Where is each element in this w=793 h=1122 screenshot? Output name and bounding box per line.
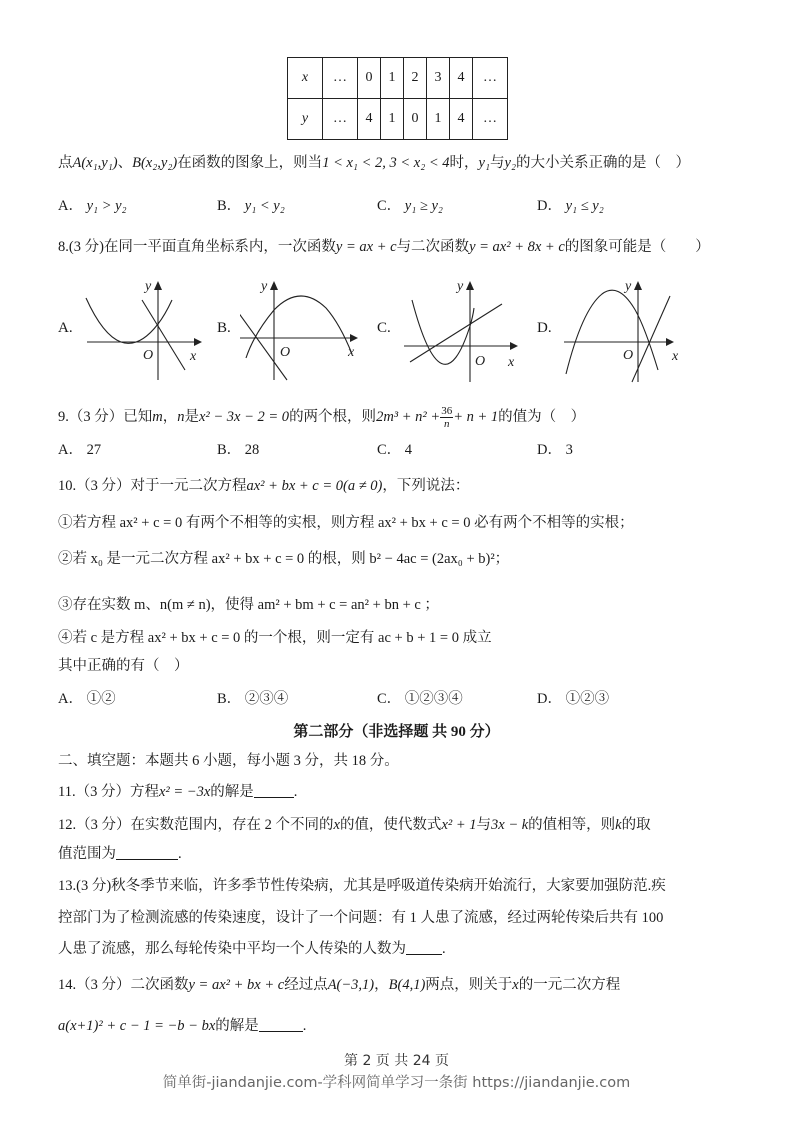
text: 已知 xyxy=(123,409,153,425)
q10-option-d xyxy=(537,689,609,709)
text: 与二次函数 xyxy=(396,239,470,255)
q7-stem xyxy=(58,153,690,173)
text: 的值为（ ） xyxy=(498,409,586,425)
y-axis-label: y xyxy=(625,279,632,294)
answer-blank[interactable] xyxy=(406,940,442,955)
text: 是 xyxy=(184,409,199,425)
question-number: 13. xyxy=(58,878,77,894)
q7-option-b xyxy=(217,196,285,216)
q13-line1 xyxy=(58,876,666,896)
math: 1 < x₁ < 2, 3 < x₂ < 4 xyxy=(322,155,450,171)
y-axis-arrow-icon xyxy=(466,281,474,290)
option-text: ①②③④ xyxy=(404,691,463,707)
question-number: 9. xyxy=(58,409,69,425)
option-text: y₁ ≥ y₂ xyxy=(404,198,443,214)
graph-c-figure xyxy=(402,278,524,383)
graph-b-label: B. xyxy=(217,320,231,336)
question-score: （3 分） xyxy=(68,409,124,425)
option-label: A． xyxy=(58,691,83,707)
math: k xyxy=(615,817,622,833)
text: ，下列说法： xyxy=(382,478,470,494)
parabola xyxy=(566,290,658,374)
question-number: 10. xyxy=(58,478,77,494)
q9-option-a xyxy=(58,440,101,460)
q10-option-c xyxy=(377,689,463,709)
option-text: 3 xyxy=(565,442,573,458)
table-cell: … xyxy=(473,58,508,99)
text: . xyxy=(442,941,446,957)
text: 二次函数 xyxy=(130,977,189,993)
y-axis-label: y xyxy=(261,279,268,294)
table-cell: x xyxy=(288,58,323,99)
q12-stem xyxy=(58,815,651,835)
text: 秋冬季节来临，许多季节性传染病，尤其是呼吸道传染病开始流行，大家要加强防范.疾 xyxy=(111,878,666,894)
option-label: C． xyxy=(377,691,402,707)
math: x² − 3x − 2 = 0 xyxy=(198,409,290,425)
table-cell: 0 xyxy=(358,58,381,99)
text: 时， xyxy=(449,155,479,171)
text: 的大小关系正确的是（ ） xyxy=(516,155,690,171)
graph-c xyxy=(402,278,524,383)
table-cell: 4 xyxy=(358,99,381,140)
option-text: y₁ ≤ y₂ xyxy=(565,198,604,214)
graph-c-label: C. xyxy=(377,320,391,336)
math: A(x₁,y₁) xyxy=(72,155,118,171)
table-cell: … xyxy=(323,99,358,140)
q10-option-a xyxy=(58,689,116,709)
q13-line3 xyxy=(58,939,446,959)
q11-stem xyxy=(58,782,297,802)
math: y₂ xyxy=(504,155,516,171)
question-score: （3 分） xyxy=(76,478,131,494)
option-text: ①② xyxy=(86,691,116,707)
y-axis-arrow-icon xyxy=(154,281,162,290)
table-cell: 3 xyxy=(427,58,450,99)
line xyxy=(410,304,502,362)
option-text: y₁ > y₂ xyxy=(86,198,127,214)
q9-option-c xyxy=(377,440,412,460)
math: 3x − k xyxy=(491,817,529,833)
table-cell: y xyxy=(288,99,323,140)
q9-option-b xyxy=(217,440,259,460)
option-label: C． xyxy=(377,442,402,458)
origin-label: O xyxy=(143,348,154,363)
q13-line2: 控部门为了检测流感的传染速度，设计了一个问题：有 1 人患了流感，经过两轮传染后共有 100 xyxy=(58,910,664,926)
math: + n + 1 xyxy=(453,409,499,425)
question-number: 12. xyxy=(58,817,77,833)
text: ， xyxy=(162,409,178,425)
text: ， xyxy=(374,977,389,993)
origin-label: O xyxy=(475,354,486,369)
option-label: D． xyxy=(537,691,562,707)
math: y = ax² + 8x + c xyxy=(469,239,565,255)
question-number: 11. xyxy=(58,784,76,800)
q12-line2 xyxy=(58,844,182,864)
text: 两点，则关于 xyxy=(425,977,513,993)
option-label: B． xyxy=(217,198,242,214)
q10-stem xyxy=(58,476,469,496)
question-number: 8. xyxy=(58,239,69,255)
text: 的一元二次方程 xyxy=(518,977,621,993)
graph-d xyxy=(562,278,684,383)
text: 经过点 xyxy=(284,977,328,993)
math: x² = −3x xyxy=(158,784,211,800)
text: 的解是 xyxy=(215,1018,259,1034)
math: A(−3,1) xyxy=(327,977,375,993)
table-cell: 2 xyxy=(404,58,427,99)
question-score: （3 分） xyxy=(75,784,130,800)
question-score: （3 分） xyxy=(76,817,131,833)
x-axis-arrow-icon xyxy=(350,334,358,342)
graph-d-label: D. xyxy=(537,320,552,336)
page-number: 第 2 页 共 24 页 xyxy=(344,1053,449,1069)
y-axis-arrow-icon xyxy=(634,281,642,290)
parabola xyxy=(246,296,352,358)
graph-b-figure xyxy=(240,278,362,383)
text: 与 xyxy=(476,817,492,833)
text: 对于一元二次方程 xyxy=(130,478,247,494)
option-label: C． xyxy=(377,198,402,214)
x-axis-arrow-icon xyxy=(666,338,674,346)
q14-line2 xyxy=(58,1016,306,1036)
table-cell: … xyxy=(323,58,358,99)
graph-a-label: A. xyxy=(58,320,73,336)
x-axis-label: x xyxy=(672,349,679,364)
y-axis-label: y xyxy=(145,279,152,294)
answer-blank[interactable] xyxy=(116,845,178,860)
q7-option-a xyxy=(58,196,127,216)
answer-blank[interactable] xyxy=(254,783,294,798)
table-cell: 4 xyxy=(450,99,473,140)
x-axis-label: x xyxy=(348,345,355,360)
option-text: 28 xyxy=(244,442,260,458)
text: 与 xyxy=(490,155,505,171)
math: m xyxy=(152,409,163,425)
origin-label: O xyxy=(623,348,634,363)
text: 、 xyxy=(117,155,133,171)
option-label: A． xyxy=(58,442,83,458)
x-axis-label: x xyxy=(508,355,515,370)
question-score: （3 分） xyxy=(76,977,131,993)
x-axis-arrow-icon xyxy=(194,338,202,346)
text: 点 xyxy=(58,155,73,171)
text: 方程 xyxy=(129,784,159,800)
option-label: B． xyxy=(217,442,242,458)
q14-stem xyxy=(58,975,620,995)
x-axis-arrow-icon xyxy=(510,342,518,350)
question-score: (3 分) xyxy=(76,878,112,894)
math: y₁ xyxy=(478,155,491,171)
table-cell: 0 xyxy=(404,99,427,140)
section-instructions: 二、填空题：本题共 6 小题，每小题 3 分，共 18 分。 xyxy=(58,753,399,769)
math: x xyxy=(512,977,519,993)
table-cell: 1 xyxy=(381,58,404,99)
text: 的值，使代数式 xyxy=(339,817,442,833)
text: 的图象可能是（ ） xyxy=(564,239,710,255)
option-label: D． xyxy=(537,198,562,214)
answer-blank[interactable] xyxy=(259,1017,303,1032)
option-label: D． xyxy=(537,442,562,458)
q10-statement-3: ③存在实数 m、n(m ≠ n)，使得 am² + bm + c = an² + bn + c ； xyxy=(58,597,439,613)
math: y = ax + c xyxy=(335,239,397,255)
graph-a-figure xyxy=(82,278,204,383)
option-text: y₁ < y₂ xyxy=(244,198,285,214)
watermark: 简单街-jiandanjie.com-学科网简单学习一条街 https://jiandanjie.com xyxy=(162,1075,631,1091)
option-text: 27 xyxy=(86,442,102,458)
option-text: 4 xyxy=(404,442,413,458)
math: B(4,1) xyxy=(388,977,426,993)
graph-a xyxy=(82,278,204,383)
q10-prompt: 其中正确的有（ ） xyxy=(58,658,189,674)
value-table xyxy=(287,57,508,140)
q9-stem xyxy=(58,403,585,431)
table-cell: 1 xyxy=(381,99,404,140)
math: B(x₂,y₂) xyxy=(132,155,178,171)
q10-option-b xyxy=(217,689,288,709)
option-label: A． xyxy=(58,198,83,214)
text: . xyxy=(293,784,298,800)
text: . xyxy=(302,1018,307,1034)
numerator: 36 xyxy=(441,405,453,418)
math: y = ax² + bx + c xyxy=(188,977,285,993)
text: . xyxy=(178,846,182,862)
q8-stem xyxy=(58,237,710,257)
text: 在函数的图象上，则当 xyxy=(177,155,323,171)
q10-statement-1: ①若方程 ax² + c = 0 有两个不相等的实根，则方程 ax² + bx + c = 0 必有两个不相等的实根； xyxy=(58,515,634,531)
q7-option-c xyxy=(377,196,443,216)
question-score: (3 分) xyxy=(68,239,104,255)
text: 在实数范围内，存在 2 个不同的 xyxy=(130,817,334,833)
math: x² + 1 xyxy=(441,817,477,833)
table-cell: 4 xyxy=(450,58,473,99)
table-row-y xyxy=(288,99,508,140)
text: 在同一平面直角坐标系内，一次函数 xyxy=(103,239,336,255)
y-axis-arrow-icon xyxy=(270,281,278,290)
question-number: 14. xyxy=(58,977,77,993)
text: 的值相等，则 xyxy=(528,817,616,833)
option-text: ②③④ xyxy=(244,691,289,707)
math: x xyxy=(333,817,340,833)
math: ax² + bx + c = 0(a ≠ 0) xyxy=(246,478,383,494)
fraction xyxy=(440,405,453,430)
table-cell: 1 xyxy=(427,99,450,140)
q10-statement-2: ②若 x₀ 是一元二次方程 ax² + bx + c = 0 的根，则 b² − 4ac = (2ax₀ + b)²； xyxy=(58,551,510,567)
text: 值范围为 xyxy=(58,846,116,862)
math: a(x+1)² + c − 1 = −b − bx xyxy=(58,1018,216,1034)
option-text: ①②③ xyxy=(565,691,610,707)
math: 2m³ + n² + xyxy=(376,409,441,425)
text: 的取 xyxy=(621,817,651,833)
q7-option-d xyxy=(537,196,604,216)
text: 的解是 xyxy=(210,784,254,800)
text: 人患了流感，那么每轮传染中平均一个人传染的人数为 xyxy=(58,941,406,957)
section-title: 第二部分（非选择题 共 90 分） xyxy=(293,724,500,740)
y-axis-label: y xyxy=(457,279,464,294)
graph-b xyxy=(240,278,362,383)
option-label: B． xyxy=(217,691,242,707)
q9-option-d xyxy=(537,440,573,460)
x-axis-label: x xyxy=(190,349,197,364)
math: n xyxy=(177,409,185,425)
parabola xyxy=(86,298,172,343)
table-row-x xyxy=(288,58,508,99)
text: 的两个根，则 xyxy=(289,409,377,425)
table-cell: … xyxy=(473,99,508,140)
q10-statement-4: ④若 c 是方程 ax² + bx + c = 0 的一个根，则一定有 ac + b + 1 = 0 成立 xyxy=(58,630,492,646)
graph-d-figure xyxy=(562,278,684,383)
denominator: n xyxy=(443,418,450,431)
origin-label: O xyxy=(280,345,291,360)
